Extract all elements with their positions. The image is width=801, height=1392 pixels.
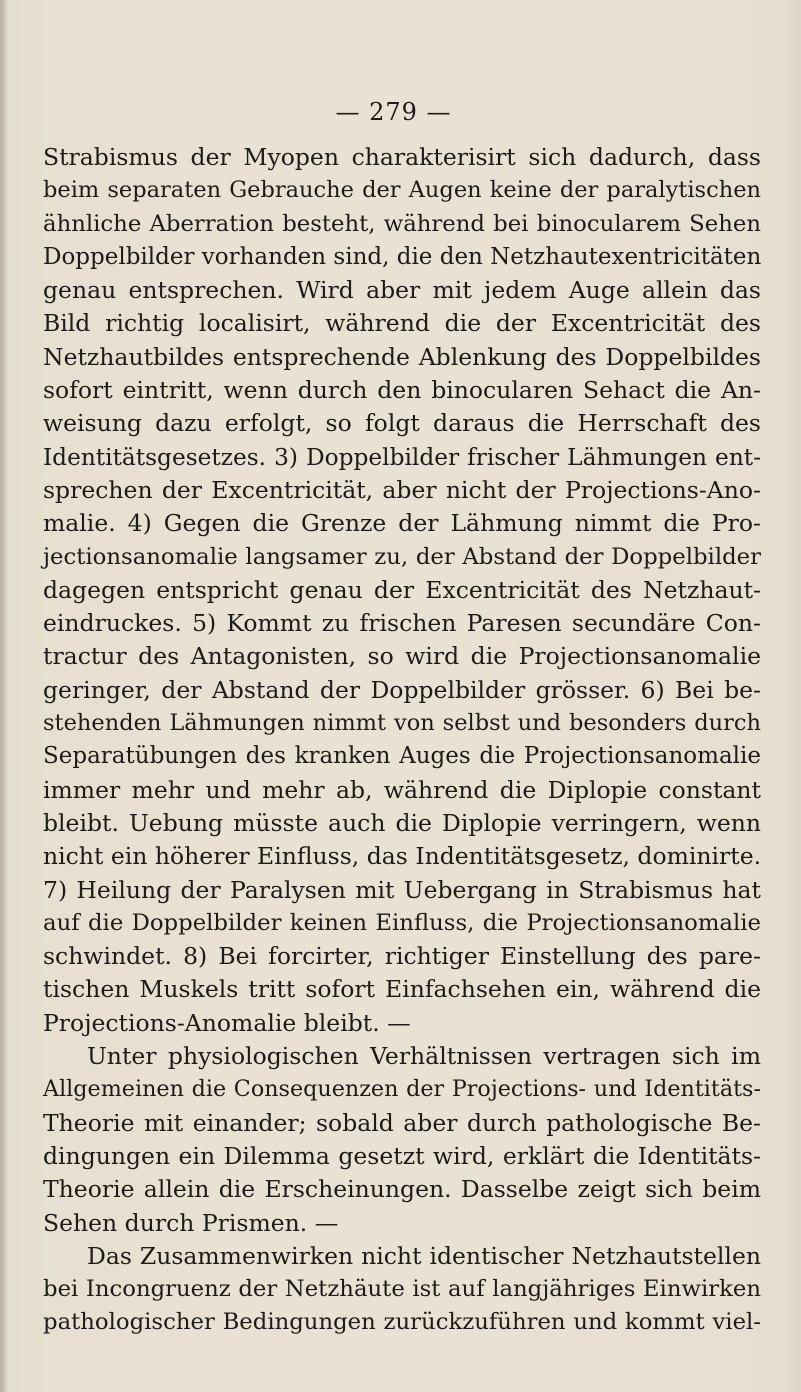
text-line: Sehen durch Prismen. — [43, 1208, 339, 1237]
text-line: Separatübungen des kranken Auges die Projectionsanomalie [43, 743, 761, 770]
text-line: nicht ein höherer Einfluss, das Indentitätsgesetz, dominirte. [43, 842, 762, 871]
text-line: stehenden Lähmungen nimmt von selbst und besonders durch [43, 710, 761, 737]
text-line: sofort eintritt, wenn durch den binocularen Sehact die An- [43, 376, 761, 405]
text-line: bei Incongruenz der Netzhäute ist auf langjähriges Einwirken [43, 1276, 761, 1303]
text-line: tractur des Antagonisten, so wird die Projectionsanomalie [43, 642, 761, 671]
text-line: Bild richtig localisirt, während die der Excentricität des [43, 309, 761, 338]
text-line: bleibt. Uebung müsste auch die Diplopie verringern, wenn [43, 808, 761, 837]
page-edge-shadow [0, 0, 8, 1392]
text-line: pathologischer Bedingungen zurückzuführen und kommt viel- [43, 1309, 761, 1336]
text-line: Identitätsgesetzes. 3) Doppelbilder frischer Lähmungen ent- [43, 443, 761, 471]
text-line: 7) Heilung der Paralysen mit Uebergang in Strabismus hat [43, 875, 761, 904]
text-line: Netzhautbildes entsprechende Ablenkung des Doppelbildes [43, 342, 761, 371]
text-line: dingungen ein Dilemma gesetzt wird, erklärt die Identitäts- [43, 1141, 761, 1170]
text-line: Allgemeinen die Consequenzen der Projections- und Identitäts- [43, 1076, 761, 1103]
text-line: immer mehr und mehr ab, während die Diplopie constant [43, 775, 761, 804]
text-line: schwindet. 8) Bei forcirter, richtiger Einstellung des pare- [43, 942, 761, 971]
text-line: Strabismus der Myopen charakterisirt sich dadurch, dass [43, 143, 761, 171]
text-line: Theorie mit einander; sobald aber durch pathologische Be- [43, 1108, 761, 1137]
text-line: sprechen der Excentricität, aber nicht der Projections-Ano- [43, 475, 761, 504]
text-line: geringer, der Abstand der Doppelbilder grösser. 6) Bei be- [43, 675, 761, 704]
body-text [43, 141, 761, 1340]
text-line: jectionsanomalie langsamer zu, der Abstand der Doppelbilder [43, 543, 761, 570]
text-line: Das Zusammenwirken nicht identischer Netzhautstellen [87, 1241, 761, 1270]
text-line: dagegen entspricht genau der Excentricität des Netzhaut- [43, 575, 761, 604]
text-line: genau entsprechen. Wird aber mit jedem Auge allein das [43, 276, 761, 305]
text-line: malie. 4) Gegen die Grenze der Lähmung nimmt die Pro- [43, 509, 761, 538]
text-line: Theorie allein die Erscheinungen. Dasselbe zeigt sich beim [43, 1175, 761, 1204]
text-line: tischen Muskels tritt sofort Einfachsehen ein, während die [43, 975, 761, 1004]
text-line: Projections-Anomalie bleibt. — [43, 1008, 411, 1037]
text-line: ähnliche Aberration besteht, während bei binocularem Sehen [43, 210, 761, 237]
text-line: Doppelbilder vorhanden sind, die den Netzhautexentricitäten [43, 243, 762, 270]
page-number: — 279 — [335, 98, 452, 126]
text-line: eindruckes. 5) Kommt zu frischen Paresen secundäre Con- [43, 609, 761, 638]
text-line: weisung dazu erfolgt, so folgt daraus die Herrschaft des [43, 409, 761, 438]
text-line: Unter physiologischen Verhältnissen vertragen sich im [87, 1042, 761, 1071]
text-line: auf die Doppelbilder keinen Einfluss, die Projectionsanomalie [43, 909, 761, 936]
text-line: beim separaten Gebrauche der Augen keine der paralytischen [43, 177, 761, 204]
